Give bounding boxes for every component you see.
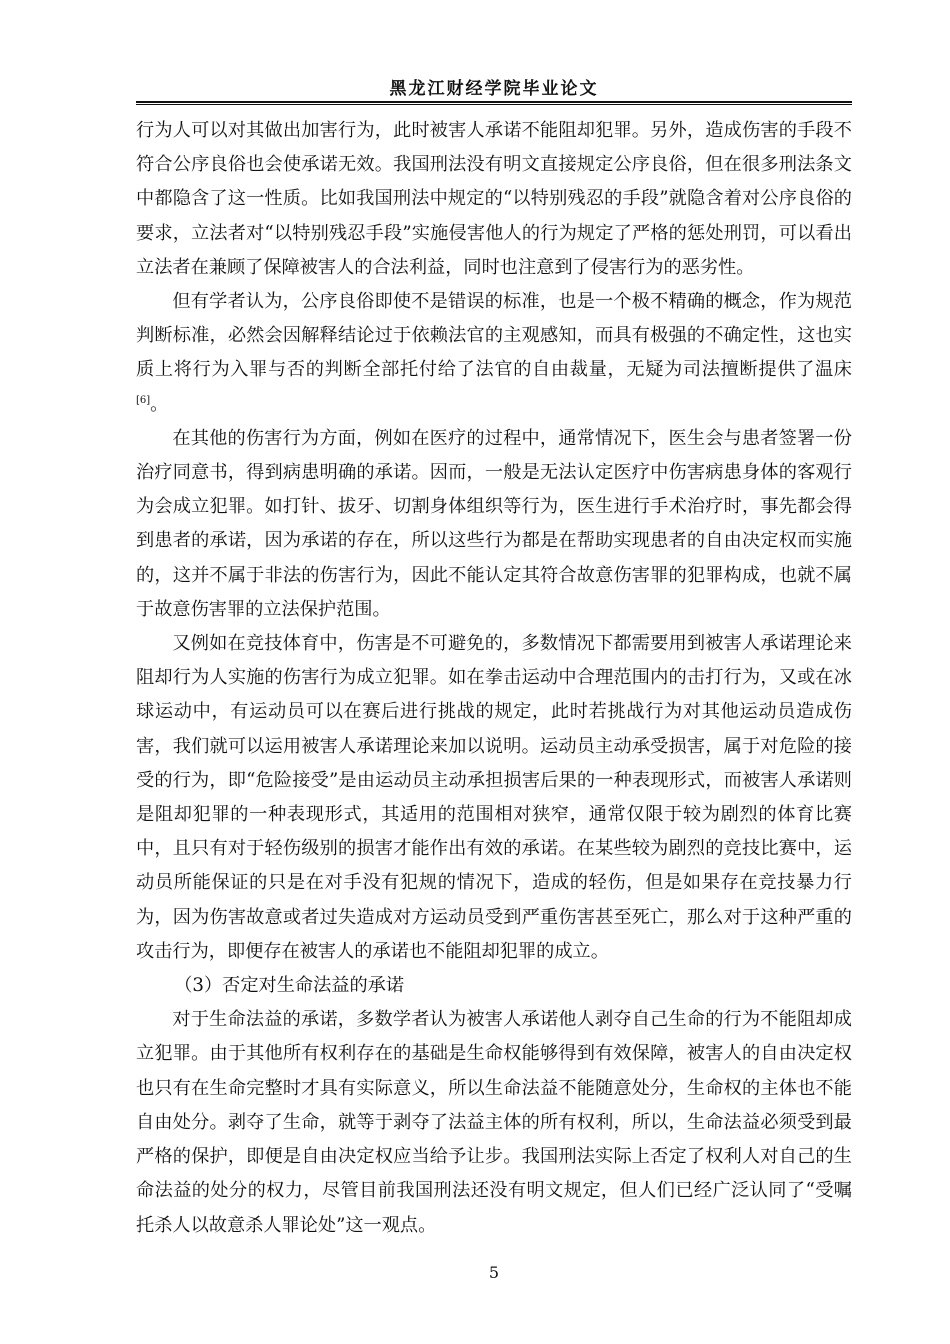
paragraph-medical-treatment: 在其他的伤害行为方面，例如在医疗的过程中，通常情况下，医生会与患者签署一份治疗同意书，得到病患明确的承诺。因而，一般是无法认定医疗中伤害病患身体的客观行为会成立犯罪。如打针、拔牙、切割身体组织等行为，医生进行手术治疗时，事先都会得到患者的承诺，因为承诺的存在，所以这些行为都是在帮助实现患者的自由决定权而实施的，这并不属于非法的伤害行为，因此不能认定其符合故意伤害罪的犯罪构成，也就不属于故意伤害罪的立法保护范围。 bbox=[136, 427, 852, 620]
citation-reference: [6] bbox=[136, 394, 151, 406]
header-rule bbox=[136, 101, 852, 105]
paragraph-competitive-sports: 又例如在竞技体育中，伤害是不可避免的，多数情况下都需要用到被害人承诺理论来阻却行为人实施的伤害行为成立犯罪。如在拳击运动中合理范围内的击打行为，又或在冰球运动中，有运动员可以在赛后进行挑战的规定，此时若挑战行为对其他运动员造成伤害，我们就可以运用被害人承诺理论来加以说明。运动员主动承受损害，属于对危险的接受的行为，即“危险接受”是由运动员主动承担损害后果的一种表现形式，而被害人承诺则是阻却犯罪的一种表现形式，其适用的范围相对狭窄，通常仅限于较为剧烈的体育比赛中，且只有对于轻伤级别的损害才能作出有效的承诺。在某些较为剧烈的竞技比赛中，运动员所能保证的只是在对手没有犯规的情况下，造成的轻伤，但是如果存在竞技暴力行为，因为伤害故意或者过失造成对方运动员受到严重伤害甚至死亡，那么对于这种严重的攻击行为，即便存在被害人的承诺也不能阻却犯罪的成立。 bbox=[136, 633, 852, 962]
page-number: 5 bbox=[488, 1263, 500, 1282]
section-heading: （3）否定对生命法益的承诺 bbox=[174, 975, 405, 997]
body-text bbox=[136, 114, 852, 1243]
running-header: 黑龙江财经学院毕业论文 bbox=[389, 79, 599, 99]
paragraph-continuation: 行为人可以对其做出加害行为，此时被害人承诺不能阻却犯罪。另外，造成伤害的手段不符合公序良俗也会使承诺无效。我国刑法没有明文直接规定公序良俗，但在很多刑法条文中都隐含了这一性质。比如我国刑法中规定的“以特别残忍的手段”就隐含着对公序良俗的要求，立法者对“以特别残忍手段”实施侵害他人的行为规定了严格的惩处刑罚，可以看出立法者在兼顾了保障被害人的合法利益，同时也注意到了侵害行为的恶劣性。 bbox=[136, 120, 852, 278]
paragraph-life-interest: 对于生命法益的承诺，多数学者认为被害人承诺他人剥夺自己生命的行为不能阻却成立犯罪。由于其他所有权利存在的基础是生命权能够得到有效保障，被害人的自由决定权也只有在生命完整时才具有实际意义，所以生命法益不能随意处分，生命权的主体也不能自由处分。剥夺了生命，就等于剥夺了法益主体的所有权利，所以，生命法益必须受到最严格的保护，即便是自由决定权应当给予让步。我国刑法实际上否定了权利人对自己的生命法益的处分的权力，尽管目前我国刑法还没有明文规定，但人们已经广泛认同了“受嘱托杀人以故意杀人罪论处”这一观点。 bbox=[136, 1009, 852, 1236]
paragraph-text-end: 。 bbox=[150, 393, 169, 415]
paragraph-text: 但有学者认为，公序良俗即使不是错误的标准，也是一个极不精确的概念，作为规范判断标准，必然会因解释结论过于依赖法官的主观感知，而具有极强的不确定性，这也实质上将行为入罪与否的判断全部托付给了法官的自由裁量，无疑为司法擅断提供了温床 bbox=[136, 291, 852, 381]
paragraph-public-order-critique bbox=[136, 285, 852, 422]
